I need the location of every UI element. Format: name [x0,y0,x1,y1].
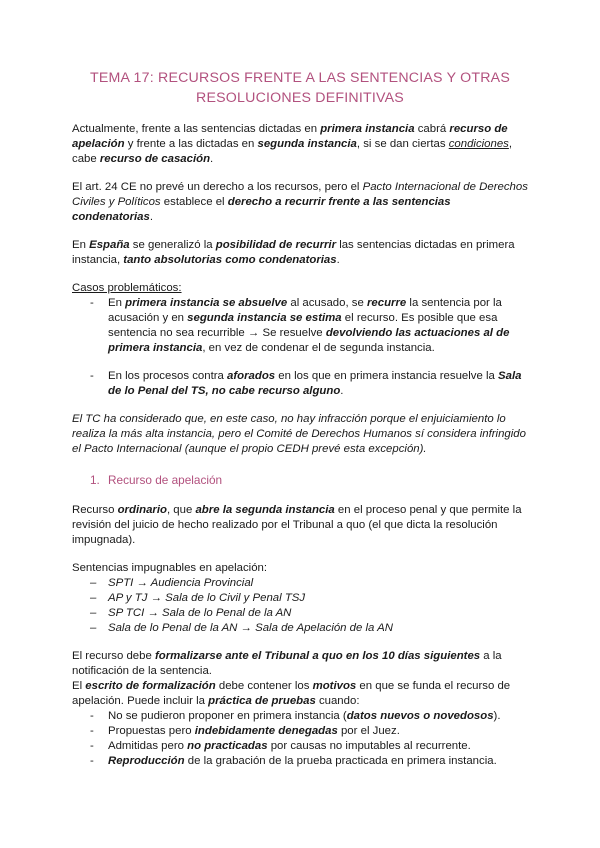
text: Propuestas pero [108,725,195,737]
text: en los que en primera instancia resuelve la [275,370,499,382]
page-title [72,68,528,108]
list-dash: – [90,577,97,589]
emphasis: datos nuevos o novedosos [346,710,494,722]
emphasis: recurso de casación [99,153,211,165]
pruebas-list [72,709,528,769]
text: En los procesos contra [108,370,228,382]
emphasis: segunda instancia [257,138,357,150]
escrito-paragraph [72,679,528,709]
list-item [72,296,528,356]
text: , si se dan ciertas [356,138,449,150]
list-dash: – [90,622,97,634]
text: . [340,385,344,397]
emphasis: Sala de lo Penal del TS, no cabe recurso alguno [108,370,522,397]
list-item [72,724,528,739]
text: Sala de lo Penal de la AN → Sala de Apelación de la AN [108,622,393,634]
list-item [72,754,528,769]
emphasis: formalizarse ante el Tribunal a quo en los 10 días siguientes [154,650,481,662]
emphasis: abre la segunda instancia [195,504,335,516]
section-heading-apelacion [72,473,528,488]
text: SP TCI → Sala de lo Penal de la AN [108,607,292,619]
text: Admitidas pero [108,740,188,752]
text: el recurso. Es posible que esa sentencia no sea recurrible → Se resuelve [108,312,498,339]
emphasis: aforados [227,370,276,382]
list-dash: - [90,710,94,722]
emphasis: escrito de formalización [85,680,216,692]
text: . [336,254,340,266]
text: , en vez de condenar el de segunda instancia. [202,342,435,354]
text: la sentencia por la acusación y en [108,297,502,324]
section-number: 1. [90,473,100,487]
emphasis: recurso de apelación [72,123,508,150]
title-line-2: RESOLUCIONES DEFINITIVAS [196,90,404,106]
text: , que [166,504,196,516]
underlined-term: condiciones [448,138,509,150]
emphasis: no practicadas [187,740,268,752]
text: debe contener los [215,680,313,692]
art24-paragraph [72,180,528,225]
text: AP y TJ → Sala de lo Civil y Penal TSJ [108,592,306,604]
formalizacion-paragraph [72,649,528,679]
emphasis: posibilidad de recurrir [215,239,337,251]
section-label: Recurso de apelación [108,473,223,487]
text: En [72,239,90,251]
text: , cabe [72,138,513,165]
text: ). [493,710,501,722]
text: . [149,211,154,223]
text: en el proceso penal y que permite la revisión del juicio de hecho realizado por el Tribunal a quo (el que dicta la resolución impugnada). [72,504,522,546]
text: No se pudieron proponer en primera instancia ( [108,710,347,722]
emphasis: devolviendo las actuaciones al de primera instancia [108,327,510,354]
emphasis: España [89,239,130,251]
text: se generalizó la [129,239,216,251]
list-item [72,369,528,399]
emphasis: práctica de pruebas [208,695,316,707]
list-dash: - [90,755,94,767]
emphasis: primera instancia se absuelve [125,297,288,309]
text: y frente a las dictadas en [124,138,258,150]
emphasis: derecho a recurrir frente a las sentencias condenatorias [72,196,451,223]
text: a la notificación de la sentencia. [72,650,502,677]
text: SPTI → Audiencia Provincial [108,577,254,589]
list-dash: - [90,725,94,737]
text: de la grabación de la prueba practicada en primera instancia. [184,755,497,767]
text: Recurso [72,504,118,516]
emphasis: primera instancia [320,123,415,135]
list-item [72,606,528,621]
list-dash: – [90,607,97,619]
text: por causas no imputables al recurrente. [267,740,471,752]
emphasis: motivos [312,680,357,692]
impugnables-list [72,576,528,636]
italic-term: Pacto Internacional de Derechos Civiles y Políticos [72,181,528,208]
text: El recurso debe [72,650,155,662]
text: las sentencias dictadas en primera instancia, [72,239,515,266]
text: cuando: [315,695,360,707]
text: al acusado, se [287,297,367,309]
apelacion-paragraph [72,503,528,548]
emphasis: recurre [367,297,407,309]
list-item [72,621,528,636]
list-item [72,591,528,606]
text: por el Juez. [337,725,400,737]
casos-heading: Casos problemáticos: [72,282,182,294]
list-item [72,739,528,754]
emphasis: segunda instancia se estima [187,312,342,324]
intro-paragraph [72,122,528,167]
text: en que se funda el recurso de apelación. Puede incluir la [72,680,511,707]
impugnables-heading: Sentencias impugnables en apelación: [72,562,268,574]
emphasis: indebidamente denegadas [194,725,338,737]
emphasis: Reproducción [108,755,185,767]
text: Actualmente, frente a las sentencias dictadas en [72,123,321,135]
tc-note: El TC ha considerado que, en este caso, no hay infracción porque el enjuiciamiento lo realiza la más alta instancia, pero el Comité de Derechos Humanos sí considera infringido el Pacto Internacional (aunque el propio CEDH prevé esta excepción). [72,413,526,455]
list-item [72,576,528,591]
text: En [108,297,126,309]
list-dash: - [90,740,94,752]
title-line-1: TEMA 17: RECURSOS FRENTE A LAS SENTENCIAS Y OTRAS [89,70,511,86]
emphasis: ordinario [117,504,167,516]
casos-list [72,296,528,399]
text: establece el [160,196,228,208]
spain-paragraph [72,238,528,268]
emphasis: tanto absolutorias como condenatorias [123,254,337,266]
text: El [72,680,86,692]
text: El art. 24 CE no prevé un derecho a los recursos, pero el [72,181,363,193]
list-dash: – [90,592,97,604]
text: . [210,153,214,165]
list-item [72,709,528,724]
list-dash: - [90,370,94,382]
list-dash: - [90,297,94,309]
text: cabrá [414,123,450,135]
